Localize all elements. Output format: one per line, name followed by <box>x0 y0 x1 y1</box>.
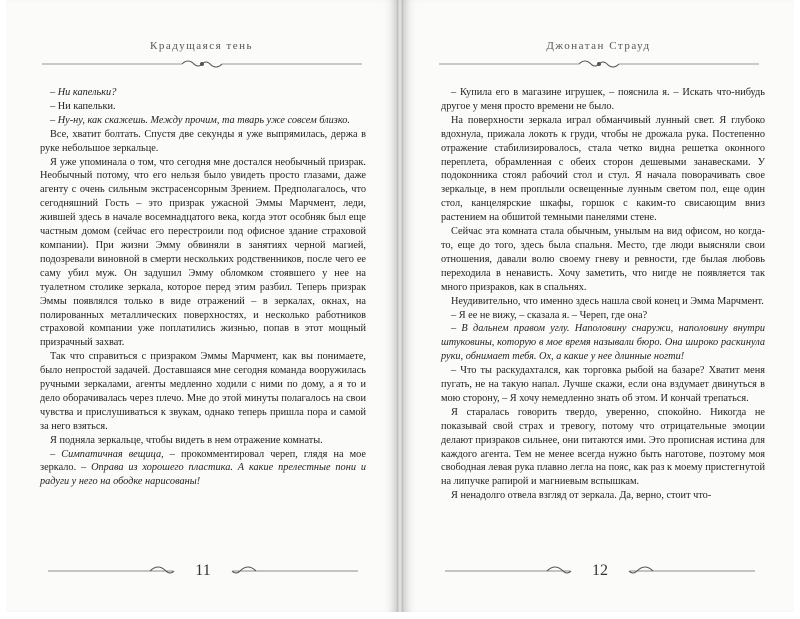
paragraph <box>40 448 366 490</box>
paragraph: Сейчас эта комната стала обычным, унылым на вид офисом, но когда-то, еще до того, здесь была спальня. Место, где люди выясняли свои отношения, давали волю своему гневу и ревности, где былая любовь переходила в ненависть. Хочу заметить, что нигде не появляется так много призраков, как в спальнях. <box>441 226 765 293</box>
paragraph: Я уже упоминала о том, что сегодня мне достался необычный призрак. Необычный потому, что его нельзя было увидеть просто глазами, даже агенту с очень сильным экстрасенсорным Зрением. Предполагалось, что сегодняшний Гость – это призрак ужасной Эммы Марчмент, леди, жившей здесь в начале восемнадцатого века, когда этот особняк был еще частным домом (сейчас его перестроили под офисное здание страховой компании). При жизни Эмму обвиняли в занятиях черной магией, подозревали виновной в смерти нескольких родственников, после чего ее саму убил муж. Он задушил Эмму обломком стоявшего у нее на туалетном столике зеркала, которое перед этим разбил. Теперь призрак Эммы появлялся только в виде отражений – в зеркалах, окнах, на полированных металлических поверхностях, и несколько работников страховой компании уже поплатились жизнью, попав в этот мощный призрачный захват. <box>40 156 366 349</box>
page-footer <box>435 560 765 582</box>
paragraph: – Что ты раскудахтался, как торговка рыбой на базаре? Хватит меня пугать, не на такую напал. Лучше скажи, если она вздумает двинуться в мою сторону, – Я хочу немедленно знать об этом. И кончай трепаться. <box>441 365 765 404</box>
paragraph: Неудивительно, что именно здесь нашла свой конец и Эмма Марчмент. <box>451 295 764 307</box>
normal-span: – прокомментировал череп, глядя на мое зеркало. – <box>40 448 366 474</box>
paragraph: – Ни капельки? <box>50 87 117 98</box>
header-ornament <box>42 58 362 70</box>
italic-span: Оправа из хорошего пластика. А какие прелестные пони и радуги у него на ободке нарисованы! <box>40 462 366 488</box>
page-footer <box>38 560 368 582</box>
paragraph: – Ну-ну, как скажешь. Между прочим, та тварь уже совсем близко. <box>50 114 350 126</box>
paragraph: Все, хватит болтать. Спустя две секунды я уже выпрямилась, держа в руке небольшое зеркальце. <box>40 128 366 154</box>
paragraph: Я старалась говорить твердо, уверенно, спокойно. Никогда не показывай свой страх и тревогу, потому что отрицательные эмоции делают призраков сильнее, они питаются ими. Это прописная истина для каждого агента. Тем не менее всегда нужно быть наготове, поэтому моя свободная левая рука плавно легла на пояс, как раз к моему пристегнутой на липучке рапирой и магниевым вспышкам. <box>441 406 765 488</box>
page-number: 12 <box>592 562 608 579</box>
paragraph: – В дальнем правом углу. Наполовину снаружи, наполовину внутри штуковины, которую в мое время называли бюро. Она широко раскинула руки, обнимает тебя. Ох, а какие у нее длинные ногти! <box>441 323 765 363</box>
page-number: 11 <box>195 562 211 579</box>
paragraph: Я ненадолго отвела взгляд от зеркала. Да, верно, стоит что- <box>451 490 712 502</box>
right-page <box>403 0 794 612</box>
paragraph: Так что справиться с призраком Эммы Марчмент, как вы понимаете, было непростой задачей. Доставшаяся мне сегодня команда вооружилась ручными зеркалами, агенты медленно ходили с ними по дому, а я то и дело оборачивалась через плечо. Мне до этой минуты полагалось на свои чувства и прислушиваться к звукам, однако теперь пришла пора и самой за него взяться. <box>40 351 366 432</box>
page-body-text <box>40 86 366 489</box>
running-header: Джонатан Страуд <box>546 40 651 52</box>
italic-span: – Симпатичная вещица, <box>50 448 164 460</box>
paragraph: Я подняла зеркальце, чтобы видеть в нем отражение комнаты. <box>50 434 323 446</box>
paragraph: На поверхности зеркала играл обманчивый лунный свет. Я глубоко вдохнула, прижала локоть к груди, чтобы не дрожала рука. Постепенно отражение стабилизировалось, стала четко видна решетка оконного переплета, обрамленная с обеих сторон дешевыми занавесками. У подоконника стоял рабочий стол и стул. Я начала поворачивать свое зеркальце, в нем проплыли освещенные лунным светом пол, еще один стол, канцелярские шкафы, горшок с каким-то свисающим вниз растением на обшитой темными панелями стене. <box>441 114 765 224</box>
paragraph: – Я ее не вижу, – сказала я. – Череп, где она? <box>451 309 648 321</box>
running-header: Крадущаяся тень <box>149 40 253 52</box>
page-body-text <box>441 86 765 503</box>
paragraph: – Ни капельки. <box>50 100 116 112</box>
paragraph: – Купила его в магазине игрушек, – пояснила я. – Искать что-нибудь другое у меня просто времени не было. <box>441 87 765 112</box>
left-page <box>6 0 397 612</box>
header-ornament <box>439 58 759 70</box>
